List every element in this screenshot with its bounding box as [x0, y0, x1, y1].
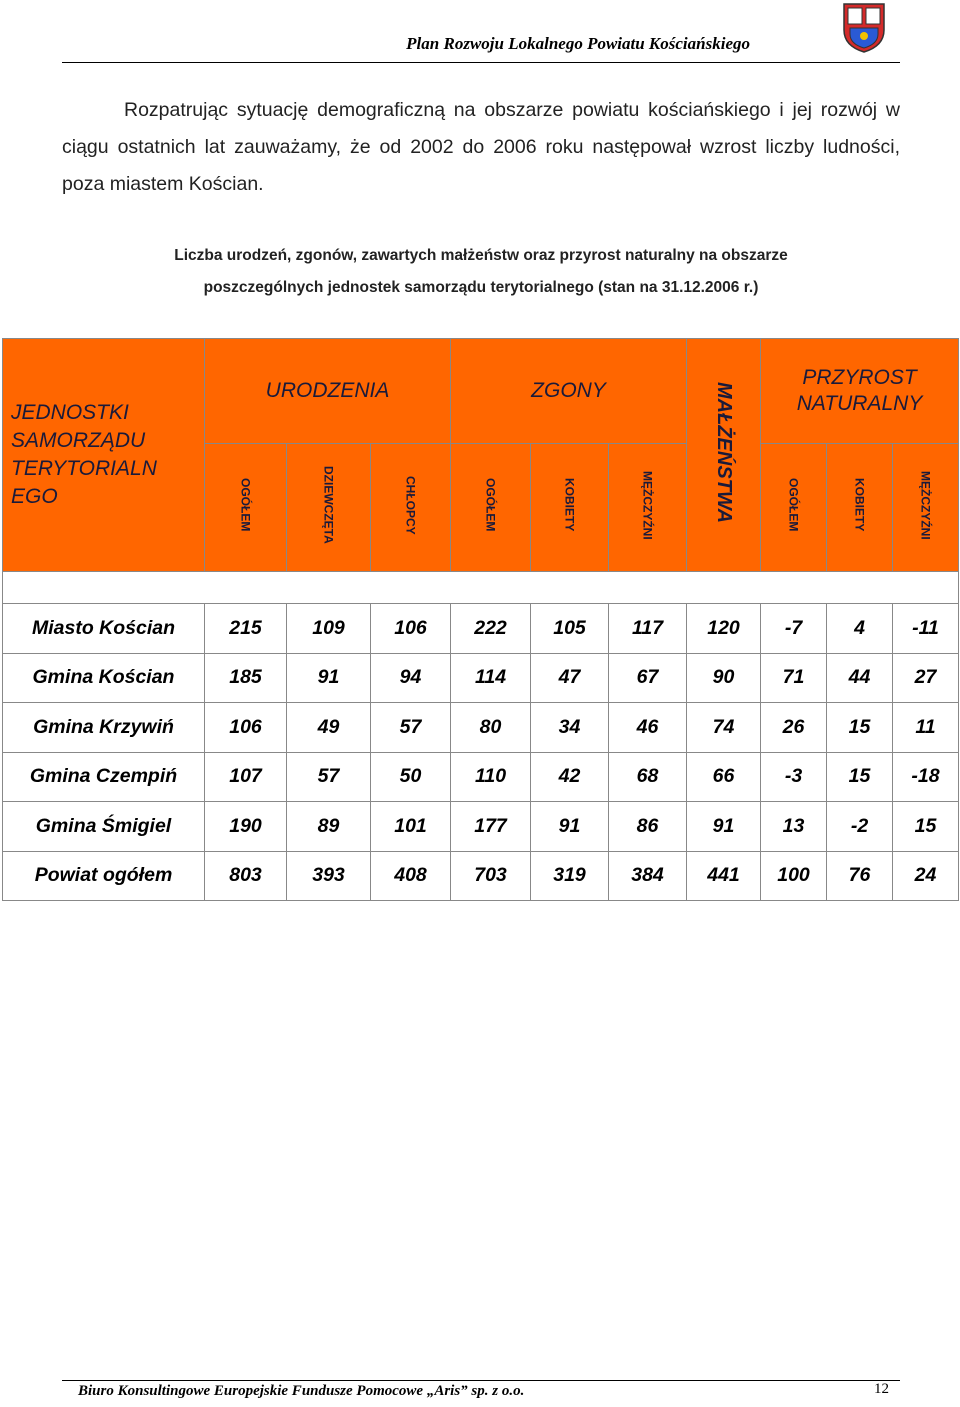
coat-of-arms-icon: [840, 0, 888, 54]
deaths-total-header: OGÓŁEM: [451, 444, 531, 572]
row-value-cell: 49: [287, 703, 371, 753]
row-value-cell: 44: [827, 653, 893, 703]
demographics-table: [2, 338, 959, 901]
row-value-cell: 57: [287, 752, 371, 802]
row-value-cell: 80: [451, 703, 531, 753]
marriages-label: MAŁŻEŃSTWA: [713, 381, 736, 524]
row-value-cell: 222: [451, 604, 531, 654]
intro-paragraph: Rozpatrując sytuację demograficzną na obszarze powiatu kościańskiego i jej rozwój w ciągu ostatnich lat zauważamy, że od 2002 do 2006 roku następował wzrost liczby ludności, poza miastem Kościan.: [62, 99, 900, 195]
row-value-cell: 319: [531, 851, 609, 901]
row-value-cell: 26: [761, 703, 827, 753]
births-header: URODZENIA: [205, 339, 451, 444]
footer-divider: [62, 1380, 900, 1381]
row-value-cell: 90: [687, 653, 761, 703]
row-value-cell: 384: [609, 851, 687, 901]
row-value-cell: -2: [827, 802, 893, 852]
header-spacer: [3, 572, 959, 604]
row-value-cell: 114: [451, 653, 531, 703]
row-unit-name: Gmina Śmigiel: [3, 802, 205, 852]
row-value-cell: 34: [531, 703, 609, 753]
row-unit-name: Gmina Krzywiń: [3, 703, 205, 753]
growth-women-header: KOBIETY: [827, 444, 893, 572]
row-value-cell: 441: [687, 851, 761, 901]
row-value-cell: 91: [287, 653, 371, 703]
row-value-cell: 86: [609, 802, 687, 852]
row-value-cell: -18: [893, 752, 959, 802]
row-value-cell: 15: [827, 752, 893, 802]
page-number: 12: [874, 1381, 889, 1397]
row-value-cell: 106: [205, 703, 287, 753]
row-value-cell: 105: [531, 604, 609, 654]
row-unit-name: Powiat ogółem: [3, 851, 205, 901]
row-value-cell: 15: [893, 802, 959, 852]
table-row: [3, 752, 959, 802]
row-value-cell: 66: [687, 752, 761, 802]
row-value-cell: 91: [531, 802, 609, 852]
row-value-cell: 117: [609, 604, 687, 654]
births-total-header: OGÓŁEM: [205, 444, 287, 572]
row-value-cell: 100: [761, 851, 827, 901]
row-value-cell: 703: [451, 851, 531, 901]
row-value-cell: 803: [205, 851, 287, 901]
row-value-cell: 89: [287, 802, 371, 852]
row-value-cell: 215: [205, 604, 287, 654]
row-value-cell: 190: [205, 802, 287, 852]
table-row: [3, 802, 959, 852]
row-unit-name: Gmina Czempiń: [3, 752, 205, 802]
row-value-cell: -3: [761, 752, 827, 802]
row-value-cell: 74: [687, 703, 761, 753]
natural-growth-header: PRZYROST NATURALNY: [761, 339, 959, 444]
row-value-cell: 177: [451, 802, 531, 852]
row-value-cell: 15: [827, 703, 893, 753]
row-value-cell: 24: [893, 851, 959, 901]
header-title: Plan Rozwoju Lokalnego Powiatu Kościańskiego: [406, 34, 750, 53]
row-value-cell: 94: [371, 653, 451, 703]
row-value-cell: 47: [531, 653, 609, 703]
row-value-cell: 13: [761, 802, 827, 852]
row-value-cell: 71: [761, 653, 827, 703]
growth-men-header: MĘŻCZYŹNI: [893, 444, 959, 572]
caption-line-2: poszczególnych jednostek samorządu terytorialnego (stan na 31.12.2006 r.): [203, 279, 759, 296]
row-value-cell: 109: [287, 604, 371, 654]
births-boys-header: CHŁOPCY: [371, 444, 451, 572]
table-row: [3, 851, 959, 901]
caption-line-1: Liczba urodzeń, zgonów, zawartych małżeństw oraz przyrost naturalny na obszarze: [174, 247, 788, 264]
footer-text: Biuro Konsultingowe Europejskie Fundusze Pomocowe „Aris” sp. z o.o.: [78, 1383, 525, 1399]
header-divider: [62, 62, 900, 63]
row-value-cell: -7: [761, 604, 827, 654]
row-value-cell: 27: [893, 653, 959, 703]
row-value-cell: 11: [893, 703, 959, 753]
row-value-cell: 76: [827, 851, 893, 901]
row-unit-name: Miasto Kościan: [3, 604, 205, 654]
row-value-cell: 120: [687, 604, 761, 654]
table-row: [3, 604, 959, 654]
row-value-cell: 46: [609, 703, 687, 753]
births-girls-header: DZIEWCZĘTA: [287, 444, 371, 572]
row-value-cell: 91: [687, 802, 761, 852]
row-value-cell: 110: [451, 752, 531, 802]
table-caption: [62, 240, 900, 304]
row-value-cell: -11: [893, 604, 959, 654]
deaths-men-header: MĘŻCZYŹNI: [609, 444, 687, 572]
deaths-header: ZGONY: [451, 339, 687, 444]
row-unit-name: Gmina Kościan: [3, 653, 205, 703]
row-value-cell: 67: [609, 653, 687, 703]
table-row: [3, 653, 959, 703]
unit-header: JEDNOSTKI SAMORZĄDU TERYTORIALN EGO: [3, 339, 205, 572]
deaths-women-header: KOBIETY: [531, 444, 609, 572]
row-value-cell: 408: [371, 851, 451, 901]
row-value-cell: 68: [609, 752, 687, 802]
row-value-cell: 106: [371, 604, 451, 654]
table-row: [3, 703, 959, 753]
row-value-cell: 101: [371, 802, 451, 852]
row-value-cell: 57: [371, 703, 451, 753]
growth-total-header: OGÓŁEM: [761, 444, 827, 572]
row-value-cell: 185: [205, 653, 287, 703]
row-value-cell: 4: [827, 604, 893, 654]
marriages-header: [687, 339, 761, 572]
row-value-cell: 107: [205, 752, 287, 802]
row-value-cell: 50: [371, 752, 451, 802]
row-value-cell: 42: [531, 752, 609, 802]
row-value-cell: 393: [287, 851, 371, 901]
